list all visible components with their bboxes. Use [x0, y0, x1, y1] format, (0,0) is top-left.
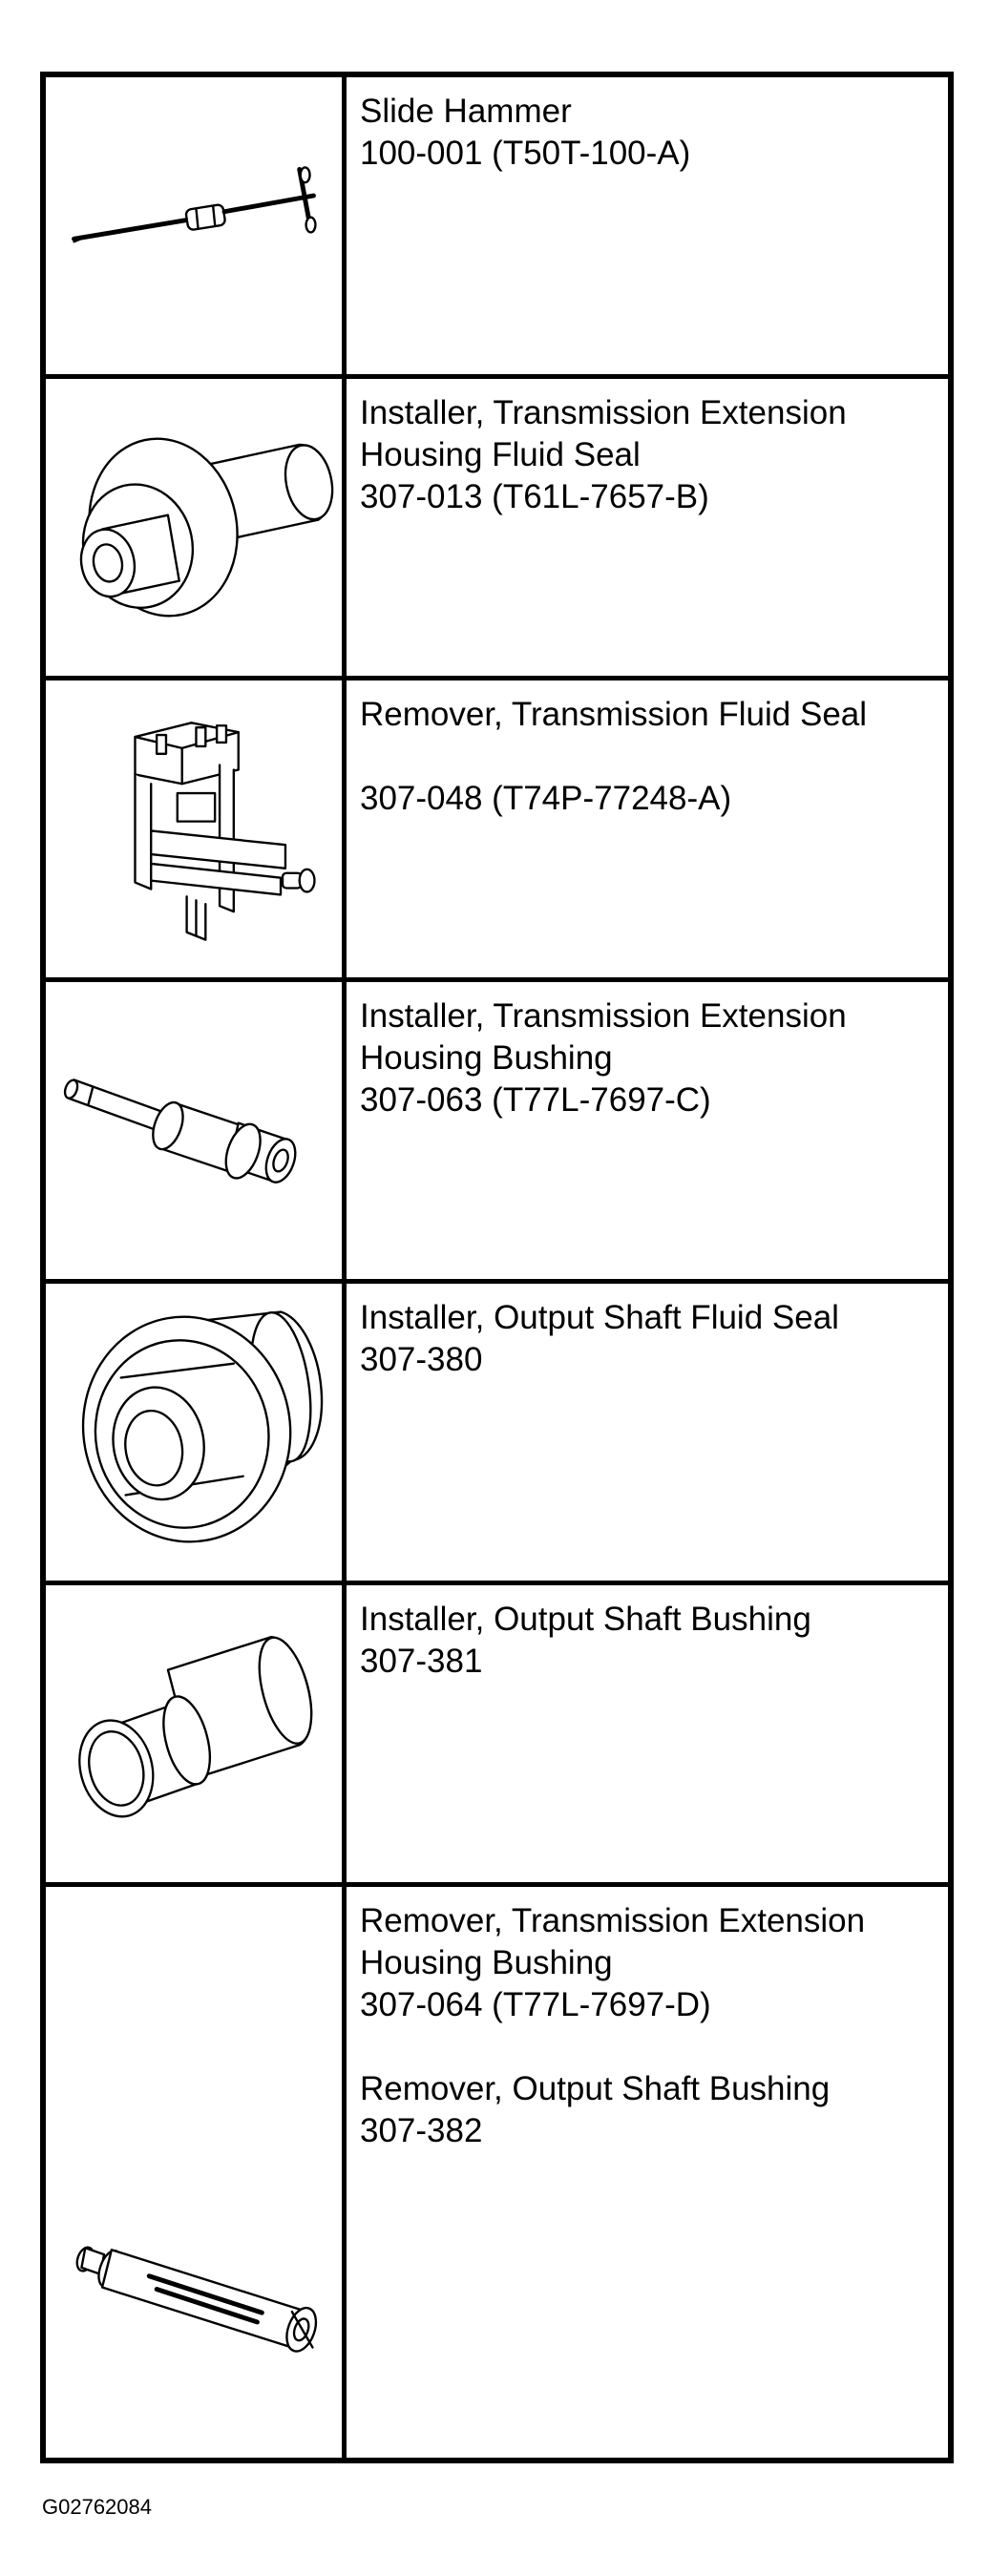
tool-name-cont: Housing Bushing [360, 1944, 613, 1981]
text-gap [360, 736, 935, 778]
tool-image-cell [46, 1284, 347, 1581]
tool-description [347, 1284, 948, 1581]
bushing-remover-icon [46, 1887, 342, 2458]
tool-description [347, 681, 948, 977]
tool-number-2: 307-382 [360, 2112, 483, 2149]
tool-image-cell [46, 379, 347, 676]
slide-hammer-icon [46, 77, 342, 374]
tool-row [46, 77, 948, 379]
tool-row [46, 1284, 948, 1585]
tool-image-cell [46, 681, 347, 977]
tool-name: Installer, Transmission Extension [360, 997, 847, 1035]
tool-number: 307-013 (T61L-7657-B) [360, 478, 709, 515]
tool-number: 100-001 (T50T-100-A) [360, 135, 691, 172]
tool-image-cell [46, 1585, 347, 1882]
text-gap [360, 2026, 935, 2068]
tool-number: 307-063 (T77L-7697-C) [360, 1081, 711, 1119]
output-shaft-bushing-installer-icon [46, 1585, 342, 1882]
tool-row [46, 1887, 948, 2458]
special-tools-table [40, 72, 954, 2463]
tool-name-2: Remover, Output Shaft Bushing [360, 2070, 831, 2107]
tool-number: 307-064 (T77L-7697-D) [360, 1986, 711, 2023]
tool-name: Installer, Transmission Extension [360, 394, 847, 431]
tool-number: 307-381 [360, 1643, 483, 1680]
tool-image-cell [46, 77, 347, 374]
tool-name: Installer, Output Shaft Bushing [360, 1601, 811, 1638]
tool-description [347, 1585, 948, 1882]
tool-row [46, 1585, 948, 1887]
tool-name: Installer, Output Shaft Fluid Seal [360, 1299, 839, 1336]
tool-name-cont: Housing Bushing [360, 1039, 613, 1077]
tool-description [347, 379, 948, 676]
tool-name: Remover, Transmission Fluid Seal [360, 696, 868, 733]
tool-image-cell [46, 1887, 347, 2458]
tool-description [347, 982, 948, 1279]
tool-description [347, 77, 948, 374]
tool-image-cell [46, 982, 347, 1279]
fluid-seal-remover-icon [46, 681, 342, 977]
tool-name-cont: Housing Fluid Seal [360, 436, 641, 473]
extension-housing-bushing-installer-icon [46, 982, 342, 1279]
tool-name: Remover, Transmission Extension [360, 1902, 866, 1939]
output-shaft-seal-installer-icon [46, 1284, 342, 1581]
figure-id: G02762084 [42, 2495, 152, 2519]
tool-description [347, 1887, 948, 2458]
tool-row [46, 681, 948, 982]
tool-number: 307-380 [360, 1341, 483, 1378]
tool-row [46, 982, 948, 1284]
tool-name: Slide Hammer [360, 93, 572, 130]
extension-housing-seal-installer-icon [46, 379, 342, 676]
tool-row [46, 379, 948, 681]
tool-number: 307-048 (T74P-77248-A) [360, 780, 732, 817]
